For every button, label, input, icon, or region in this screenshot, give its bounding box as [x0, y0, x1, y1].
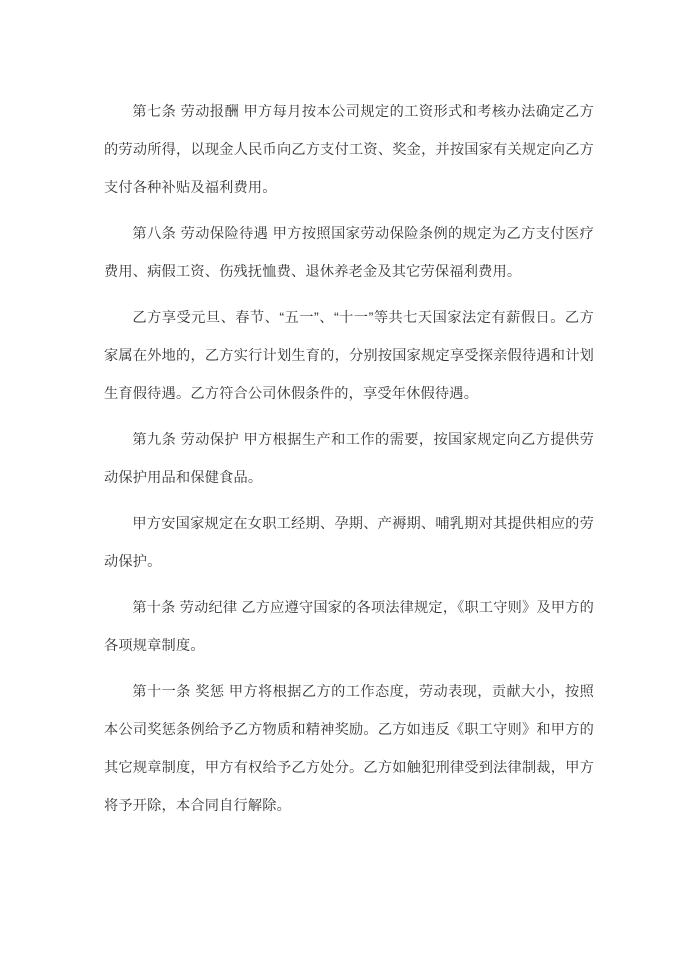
paragraph-article-11-rewards-penalties: 第十一条 奖惩 甲方将根据乙方的工作态度，劳动表现，贡献大小，按照本公司奖惩条例给予乙方物质和精神奖励。乙方如违反《职工守则》和甲方的其它规章制度，甲方有权给予乙方处分。乙方如触犯刑律受到法律制裁，甲方将予开除，本合同自行解除。	[104, 684, 594, 814]
paragraph-article-10-discipline: 第十条 劳动纪律 乙方应遵守国家的各项法律规定，《职工守则》及甲方的各项规章制度。	[104, 600, 594, 654]
paragraph-female-worker-protection: 甲方安国家规定在女职工经期、孕期、产褥期、哺乳期对其提供相应的劳动保护。	[104, 516, 594, 570]
paragraph-holidays: 乙方享受元旦、春节、“五一”、“十一”等共七天国家法定有薪假日。乙方家属在外地的，乙方实行计划生育的，分别按国家规定享受探亲假待遇和计划生育假待遇。乙方符合公司休假条件的，享受年休假待遇。	[104, 310, 594, 402]
paragraph-article-7-labor-pay: 第七条 劳动报酬 甲方每月按本公司规定的工资形式和考核办法确定乙方的劳动所得，以现金人民币向乙方支付工资、奖金，并按国家有关规定向乙方支付各种补贴及福利费用。	[104, 104, 594, 196]
paragraph-article-8-insurance: 第八条 劳动保险待遇 甲方按照国家劳动保险条例的规定为乙方支付医疗费用、病假工资、伤残抚恤费、退休养老金及其它劳保福利费用。	[104, 226, 594, 280]
paragraph-article-9-labor-protection: 第九条 劳动保护 甲方根据生产和工作的需要，按国家规定向乙方提供劳动保护用品和保健食品。	[104, 432, 594, 486]
